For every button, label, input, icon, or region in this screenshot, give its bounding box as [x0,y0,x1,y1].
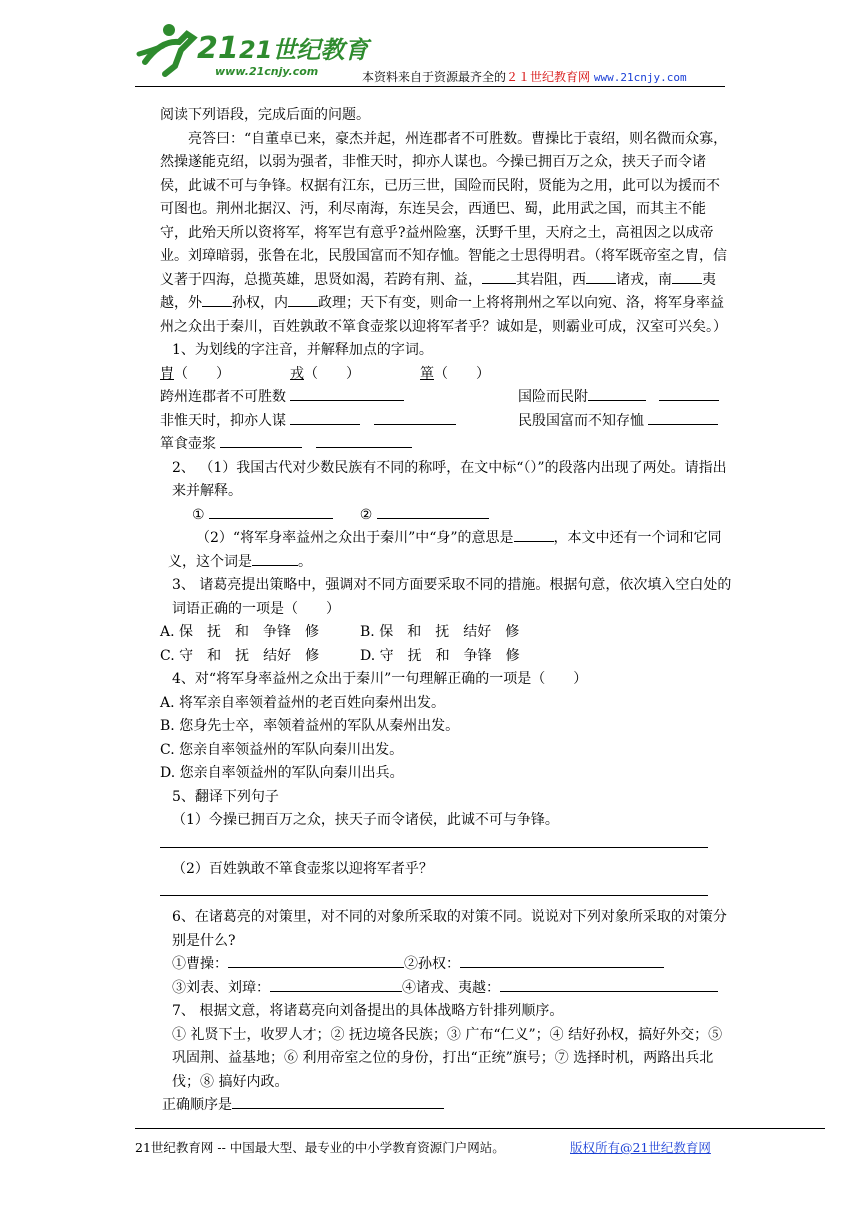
q1-char-2: 戎 [290,365,304,382]
q3-option-b[interactable]: B. 保 和 抚 结好 修 [360,624,520,640]
q3-option-c[interactable]: C. 守 和 抚 结好 修 [160,647,320,664]
running-figure-icon [139,24,193,74]
q1-blank-4[interactable] [290,410,360,425]
q4-option-d[interactable]: D. 您亲自率领益州的军队向秦川出兵。 [160,765,404,781]
q3-option-a[interactable]: A. 保 抚 和 争锋 修 [160,624,320,640]
q5-answer-line-1[interactable] [160,837,708,848]
q4-stem: 4、对“将军身率益州之众出于秦川”一句理解正确的一项是（ ） [172,671,588,687]
header-source-note: 本资料来自于资源最齐全的２１世纪教育网 www.21cnjy.com [362,70,687,84]
q4-option-c[interactable]: C. 您亲自率领益州的军队向秦川出发。 [160,741,404,758]
q2-stem-2: （2）“将军身率益州之众出于秦川”中“身”的意思是 ，本文中还有一个词和它同义，这个词是 。 [160,527,732,574]
passage-blank-1[interactable] [482,269,516,284]
q1-blank-7[interactable] [220,433,302,448]
passage-blank-3[interactable] [672,269,702,284]
q1-paren-3[interactable]: （ ） [434,365,490,382]
worksheet-content [160,104,732,1118]
q2-stem-1: 2、 （1）我国古代对少数民族有不同的称呼，在文中标“（）”的段落内出现了两处。请指出来并解释。 [172,459,727,499]
q1-char-1: 胄 [160,365,174,382]
q1-blank-2[interactable] [588,386,646,401]
q7-items: ① 礼贤下士，收罗人才；② 抚边境各民族；③ 广布“仁义”；④ 结好孙权，搞好外交；⑤ 巩固荆、益基地；⑥ 利用帝室之位的身份，打出“正统”旗号；⑦ 选择时机，两路出兵北伐；⑧ 搞好内政。 [172,1026,723,1090]
q1-word-4: 民殷国富而不知存恤 [518,412,644,429]
q7-stem: 7、 根据文意，将诸葛亮向刘备提出的具体战略方针排列顺序。 [172,1003,564,1019]
q1-char-3: 箪 [420,365,434,382]
q1-word-3: 非惟天时，抑亦人谋 [160,412,286,429]
svg-text:21世纪教育: 21世纪教育 [239,36,369,64]
header-url-link[interactable]: www.21cnjy.com [593,71,687,84]
q1-word-2: 国险而民附 [518,389,588,405]
q6-row-2: ③刘表、刘璋： ④诸戎、夷越： [160,977,732,1001]
q1-pinyin-row [160,363,732,387]
q5-answer-line-2[interactable] [160,885,708,896]
q1-blank-6[interactable] [648,410,718,425]
svg-text:21: 21 [197,31,239,66]
q7-answer-row: 正确顺序是 [160,1094,732,1118]
q6-stem: 6、在诸葛亮的对策里，对不同的对象所采取的对策不同。说说对下列对象所采取的对策分别是什么? [172,909,727,949]
q4-option-a[interactable]: A. 将军亲自率领着益州的老百姓向秦州出发。 [160,694,446,711]
svg-text:www.21cnjy.com: www.21cnjy.com [215,65,319,78]
page-footer [135,1128,825,1156]
passage-blank-5[interactable] [288,292,318,307]
q1-word-5: 箪食壶浆 [160,436,216,452]
q2-blank-2[interactable] [377,504,489,519]
q3-option-d[interactable]: D. 守 抚 和 争锋 修 [360,647,520,664]
page-header [135,20,725,87]
q6-blank-sunquan[interactable] [460,953,664,968]
q6-blank-caocao[interactable] [228,953,404,968]
q2-blank-1[interactable] [209,504,333,519]
q3-stem: 3、 诸葛亮提出策略中，强调对不同方面要采取不同的措施。根据句意，依次填入空白处的词语正确的一项是（ ） [172,577,732,617]
q1-blank-3[interactable] [659,386,719,401]
footer-text: 21世纪教育网 -- 中国最大型、最专业的中小学教育资源门户网站。 [135,1140,505,1155]
q7-answer-blank[interactable] [232,1094,444,1109]
q2-blank-4[interactable] [252,551,298,566]
q3-options-cd [160,645,732,669]
q6-blank-liubiao[interactable] [270,977,402,992]
q6-blank-zhurong[interactable] [500,977,718,992]
q4-option-b[interactable]: B. 您身先士卒，率领着益州的军队从秦州出发。 [160,718,460,734]
q3-options-ab [160,621,732,645]
q1-paren-2[interactable]: （ ） [304,365,360,382]
q1-blank-1[interactable] [290,386,404,401]
q2-answers: ① ② [160,504,732,528]
site-logo [135,20,369,84]
passage-blank-2[interactable] [586,269,616,284]
q1-blank-5[interactable] [374,410,456,425]
footer-copyright-link[interactable]: 版权所有@21世纪教育网 [570,1140,711,1155]
q1-row-1 [160,386,732,410]
q1-paren-1[interactable]: （ ） [174,365,230,382]
q5-stem: 5、翻译下列句子 [172,788,279,805]
passage-blank-4[interactable] [202,292,232,307]
q1-blank-8[interactable] [316,433,412,448]
passage: 亮答曰：“自董卓已来，豪杰并起，州连郡者不可胜数。曹操比于袁绍，则名微而众寡，然操遂能克绍，以弱为强者，非惟天时，抑亦人谋也。今操已拥百万之众，挟天子而令诸侯，此诚不可与争锋。权据有江东，已历三世，国险而民附，贤能为之用，此可以为援而不可图也。荆州北据汉、沔，利尽南海，东连吴会，西通巴、蜀，此用武之国，而其主不能守，此殆天所以资将军，将军岂有意乎?益州险塞，沃野千里，天府之土，高祖因之以成帝业。刘璋暗弱，张鲁在北，民殷国富而不知存恤。智能之士思得明君。（将军既帝室之胄，信义著于四海，总揽英雄，思贤如渴，若跨有荆、益， 其岩阻，西 诸戎，南 夷越，外 孙权，内 政理；天下有变，则命一上将将荆州之军以向宛、洛，将军身率益州之众出于秦川，百姓孰敢不箪食壶浆以迎将军者乎？诚如是，则霸业可成，汉室可兴矣。） [160,130,728,335]
q1-word-1: 跨州连郡者不可胜数 [160,389,286,405]
q1-row-2 [160,410,732,434]
q5-sentence-2: （2）百姓孰敢不箪食壶浆以迎将军者乎？ [172,860,433,877]
intro-text: 阅读下列语段，完成后面的问题。 [160,107,370,123]
q2-blank-3[interactable] [514,527,554,542]
q1-row-3 [160,433,732,457]
q5-sentence-1: （1）今操已拥百万之众，挟天子而令诸侯，此诚不可与争锋。 [172,812,559,828]
q1-stem: 1、为划线的字注音，并解释加点的字词。 [172,342,433,358]
q6-row-1: ①曹操： ②孙权： [160,953,732,977]
